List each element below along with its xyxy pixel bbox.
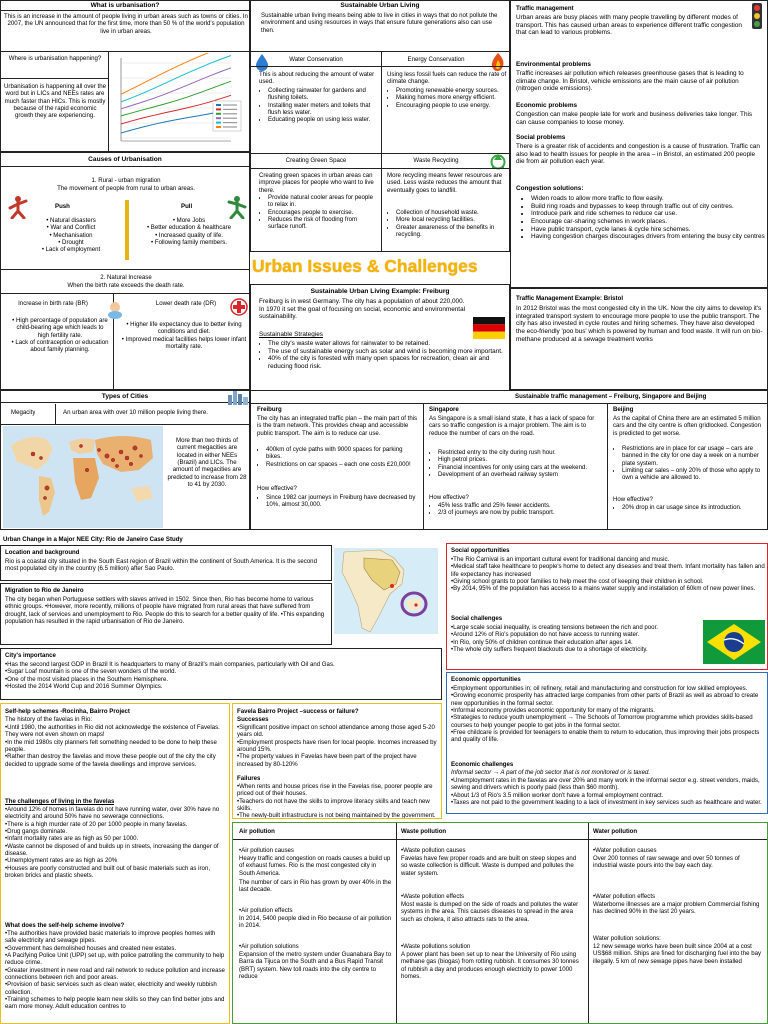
rio-location-text: Rio is a coastal city situated in the South East region of Brazil within the continent of South America. It is the second most populated city in the country (6.5 million) after Sao Paulo.: [5, 558, 317, 573]
bairro-failure-item: •Teachers do not have the skills to improve literacy skills and teach new skills.: [237, 797, 430, 812]
stm-singapore-item: • High petrol prices.: [438, 456, 603, 463]
energy-item: • Promoting renewable energy sources.: [396, 87, 507, 94]
stm-singapore-item: • Development of an overhead railway system: [438, 471, 603, 478]
pull-item: • Following family members.: [151, 238, 227, 246]
water-solutions-text: 12 new sewage works have been built since 2004 at a cost US$68 million. Ships are fined for discharging fuel into the bay illegally. 5 km of new sewage pipes have been installed: [593, 943, 762, 965]
selfhelp-challenges-title: The challenges of living in the favelas: [5, 798, 115, 805]
sustainable-intro: Sustainable urban living means being able to live in cities in ways that do not pollute the environment and using resources in ways that ensure future generations also can use then.: [261, 12, 498, 34]
importance-item: •One of the most visited places in the Southern Hemisphere.: [5, 675, 169, 683]
graph-legend-label-placeholder: [223, 113, 237, 114]
stm-freiburg-effect: • Since 1982 car journeys in Freiburg have decreased by 10%, almost 30,000.: [266, 494, 419, 509]
selfhelp-scheme-title: What does the self-help scheme involve?: [5, 922, 125, 929]
causes-title: Causes of Urbanisation: [1, 153, 249, 167]
rio-informal-sector-note: Informal sector → A part of the job sector that is not monitored or is taxed.: [451, 769, 651, 776]
water-title: Water Conservation: [289, 56, 343, 63]
pull-item: • More Jobs: [172, 217, 206, 224]
graph-legend-swatch: [216, 113, 221, 115]
rio-social-list: [451, 556, 765, 593]
push-item: • War and Conflict: [46, 224, 96, 232]
water-causes-text: Over 200 tonnes of raw sewage and over 50 tonnes of industrial waste pours into the bay each day.: [593, 855, 740, 870]
death-list: [121, 321, 247, 350]
recycling-intro: More recycling means fewer resources are used. Less waste reduces the amount that eventually goes to landfill.: [387, 172, 503, 194]
rio-importance-title: City's importance: [5, 652, 56, 659]
air-causes-text: Heavy traffic and congestion on roads causes a build up of exhaust fumes. Rio is the most congested city in South America.: [239, 855, 391, 877]
water-effects-text: Waterborne illnesses are a major problem Commercial fishing has declined 90% in the last 20 years.: [593, 901, 760, 916]
importance-item: •Has the second largest GDP in Brazil It is headquarters to many of Brazil's main companies, particularly with Oil and Gas.: [5, 661, 335, 668]
water-solutions-title: Water pollution solutions:: [593, 935, 661, 942]
rio-migration-box: [0, 583, 332, 645]
waste-causes-title: •Waste pollution causes: [401, 847, 466, 854]
selfhelp-history-title: The history of the favelas in Rio:: [5, 716, 93, 723]
natural-desc: When the birth rate exceeds the death rate.: [67, 282, 185, 289]
social-challenge-item: •In Rio, only 50% of children continue their education after ages 14.: [451, 638, 633, 646]
pull-item: • Increased quality of life.: [155, 231, 223, 239]
graph-legend-swatch: [216, 104, 221, 106]
water-effects-title: •Water pollution effects: [593, 893, 656, 900]
stm-freiburg-item: • 400km of cycle paths with 9000 spaces for parking bikes.: [266, 446, 419, 461]
urbanisation-title: What is urbanisation?: [1, 1, 249, 11]
traffic-title: Traffic management: [516, 5, 574, 12]
air-solutions-title: •Air pollution solutions: [239, 943, 299, 950]
rio-importance-box: [0, 648, 442, 700]
green-title: Creating Green Space: [285, 157, 347, 164]
scheme-item: •Provision of basic services such as clean water, electricity and weekly rubbish collection.: [5, 981, 217, 996]
urbanisation-graph: [111, 53, 249, 150]
bairro-success-item: •Significant positive impact on school attendance among those aged 5-20 years old.: [237, 724, 435, 739]
history-item: •Until 1980, the authorities in Rio did not acknowledge the existence of Favelas. They were not even shown on maps!: [5, 724, 220, 739]
bairro-failure-item: •When rents and house prices rise in the Favelas rise, poorer people are priced out of their houses.: [237, 783, 433, 798]
banner-title: Urban Issues & Challenges: [252, 256, 478, 276]
graph-legend-swatch: [216, 117, 221, 119]
scheme-item: •Training schemes to help people learn new skills so they can find better jobs and earn more money. Adult education centres to: [5, 995, 225, 1011]
person-pushed-icon: [5, 195, 31, 219]
scheme-item: •Government has demolished houses and created new estates.: [5, 944, 177, 952]
rio-location-box: [0, 545, 332, 581]
stm-title: Sustainable traffic management – Freiburg, Singapore and Beijing: [515, 393, 707, 400]
where-answer: Urbanisation is happening all over the word but in LICs and NEEs rates are much faster than HICs. This is mostly because of the rapid economic growth they are experiencing.: [4, 83, 106, 120]
death-rate-item: • Improved medical facilities helps lower infant mortality rate.: [121, 335, 247, 350]
social-opportunity-item: •Giving school grants to poor families to help meet the cost of keeping their children in school.: [451, 577, 704, 585]
air-effects-text: In 2014, 5400 people died in Rio because of air pollution in 2014.: [239, 915, 392, 930]
rio-economic-challenges-title: Economic challenges: [451, 761, 514, 768]
brazil-location-map: [334, 548, 438, 634]
energy-flame-icon: [489, 52, 507, 72]
stm-freiburg-how: How effective?: [257, 485, 297, 492]
push-pull-bar-icon: [123, 200, 131, 260]
megacity-def: An urban area with over 10 million people living there.: [63, 409, 208, 416]
rio-economic-list: [451, 685, 765, 744]
pull-label: Pull: [181, 203, 193, 210]
green-intro: Creating green spaces in urban areas can improve places for people who want to live there.: [259, 172, 374, 194]
stm-singapore-list: [429, 449, 603, 478]
congestion-solutions-list: [519, 195, 765, 241]
env-problems-text: Traffic increases air pollution which releases greenhouse gases that is leading to climate change. In Bristol, vehicle emissions are the main cause of air pollution (nitrogen oxide emissions).: [516, 70, 744, 93]
where-question: Where is urbanisation happening?: [8, 55, 102, 62]
air-title: Air pollution: [239, 828, 275, 835]
congestion-solution-item: • Having congestion charges discourages drivers from entering the busy city centres: [531, 233, 765, 241]
congestion-solution-item: • Have public transport, cycle lanes & cycle hire schemes.: [531, 226, 765, 234]
history-item: •In the mid 1980s city planners felt something needed to be done to help these people.: [5, 738, 217, 753]
social-challenge-item: •Around 12% of Rio's population do not have access to running water.: [451, 631, 640, 639]
air-effects-title: •Air pollution effects: [239, 907, 293, 914]
freiburg-strategies-label: Sustainable Strategies: [259, 331, 323, 338]
social-problems-text: There is a greater risk of accidents and congestion is a cause of frustration. Traffic can also lead to health issues for people in the area – in Bristol, an estimated 200 people die from air pollution each year.: [516, 143, 760, 166]
stm-freiburg-title: Freiburg: [257, 406, 282, 413]
bairro-box: [232, 703, 442, 819]
brazil-flag-icon: [703, 620, 765, 664]
water-pollution-title: Water pollution: [593, 828, 638, 835]
favela-challenge-item: •There is a high murder rate of 20 per 1000 people in many favelas.: [5, 820, 188, 828]
recycling-title: Waste Recycling: [413, 157, 459, 164]
push-label: Push: [55, 203, 70, 210]
freiburg-strategy-item: • 40% of the city is forested with many open spaces for recreation, clean air and reducing flood risk.: [268, 355, 507, 370]
stm-beijing-effect: • 20% drop in car usage since its introduction.: [622, 504, 765, 511]
energy-title: Energy Conservation: [407, 56, 465, 63]
stm-freiburg-list: [257, 446, 419, 468]
economic-opportunity-item: •Growing economic prosperity has attracted large companies from other parts of Brazil as well as abroad to create new opportunities in the formal sector.: [451, 692, 759, 707]
stm-singapore-title: Singapore: [429, 406, 459, 413]
air-solutions-text: Expansion of the metro system under Guanabara Bay to Barra da Tijuca on the South and a Bus Rapid Transit (BRT) system. New toll roads into the city centre to reduce: [239, 951, 392, 980]
bairro-failures-title: Failures: [237, 775, 261, 782]
pull-list: [133, 217, 245, 246]
social-challenge-item: •The whole city suffers frequent blackouts due to a shortage of electricity.: [451, 645, 648, 653]
pollution-box: [232, 822, 768, 1024]
stm-singapore-effective: [429, 502, 603, 517]
types-title: Types of Cities: [1, 391, 249, 403]
birth-list: [11, 317, 109, 354]
selfhelp-title: Self-help schemes -Rocinha, Bairro Project: [5, 708, 130, 715]
urbanisation-intro: This is an increase in the amount of people living in urban areas such as towns or cities. In 2007, the UN announced that for the first time, more than 50 % of the world's population live in urban areas.: [4, 13, 248, 35]
causes-box: [0, 152, 250, 390]
recycling-item: • More local recycling facilities.: [396, 216, 507, 223]
natural-title: 2. Natural Increase: [100, 274, 152, 281]
water-item: • Educating people on using less water.: [268, 116, 377, 123]
green-list: [259, 194, 377, 231]
city-skyline-icon: [227, 390, 249, 405]
stm-freiburg-item: • Restrictions on car spaces – each one costs £20,000!: [266, 461, 419, 468]
rio-social-title: Social opportunities: [451, 547, 510, 554]
rural-desc: The movement of people from rural to urban areas.: [57, 185, 195, 192]
traffic-intro: Urban areas are busy places with many people travelling by different modes of transport. This has caused urban areas to experience different traffic congestion that can lead to various problems.: [516, 14, 742, 37]
bristol-title: Traffic Management Example: Bristol: [516, 295, 624, 302]
rio-economic-title: Economic opportunities: [451, 676, 521, 683]
rio-migration-text: The city began when Portuguese settlers with slaves arrived in 1502. Since then, Rio has become home to various ethnic groups. •However, more recently, millions of people have migrated from rural areas that have suffered from drought, lack of services and unemployment to Rio. People do this to search for a better quality of life. •This expanding population has resulted in the rapid urbanisation of Rio de Janeiro.: [5, 596, 325, 625]
scheme-item: •Greater investment in new road and rail network to reduce pollution and increase connections between rich and poor areas.: [5, 966, 225, 981]
stm-singapore-item: • Financial incentives for only using cars at the weekend.: [438, 464, 603, 471]
stm-freiburg-effective: [257, 494, 419, 509]
freiburg-strategy-item: • The city's waste water allows for rainwater to be retained.: [268, 340, 507, 348]
energy-item: • Encouraging people to use energy.: [396, 102, 507, 109]
death-title: Lower death rate (DR): [155, 300, 217, 307]
favela-challenge-item: •Unemployment rates are as high as 20%: [5, 857, 118, 865]
graph-legend-label-placeholder: [223, 118, 237, 119]
freiburg-example-box: [250, 284, 510, 400]
bairro-failures-list: [237, 783, 439, 819]
importance-item: •Hosted the 2014 World Cup and 2016 Summer Olympics.: [5, 682, 163, 690]
stm-beijing-effective: [613, 504, 765, 511]
favela-challenge-item: •Waste cannot be disposed of and builds up in streets, increasing the danger of disease.: [5, 842, 219, 857]
water-drop-icon: [255, 53, 269, 71]
rio-social-challenges-title: Social challenges: [451, 615, 503, 622]
death-rate-item: • Higher life expectancy due to better living conditions and diet.: [126, 321, 242, 336]
social-problems-title: Social problems: [516, 134, 566, 141]
stm-singapore-effect: • 2/3 of journeys are now by public transport.: [438, 509, 603, 516]
megacity-world-map: [3, 426, 163, 528]
stm-singapore-intro: As Singapore is a small island state, it has a lack of space for cars so traffic congestion is a major problem. The aim is to reduce the number of cars on the road.: [429, 415, 595, 437]
econ-problems-title: Economic problems: [516, 102, 578, 109]
rio-migration-title: Migration to Rio de Janeiro: [5, 587, 84, 594]
congestion-solutions-title: Congestion solutions:: [516, 185, 584, 192]
stm-box: [250, 390, 768, 530]
energy-item: • Making homes more energy efficient.: [396, 94, 507, 101]
push-item: • Lack of employment: [41, 246, 101, 254]
water-list: [259, 87, 377, 124]
stm-beijing-item: • Restrictions are in place for car usage – cars are banned in the city for one day a week on a number plate system.: [622, 445, 765, 467]
recycling-list: [387, 209, 507, 238]
traffic-box: [510, 0, 768, 288]
rio-economic-box: [446, 672, 768, 814]
congestion-solution-item: • Build ring roads and bypasses to keep through traffic out of city centres.: [531, 203, 765, 211]
graph-legend-label-placeholder: [223, 126, 237, 127]
scheme-item: •A Pacifying Police Unit (UPP) set up, with police patrolling the community to help reduce crime.: [5, 951, 225, 967]
social-opportunity-item: •By 2014, 95% of the population has access to a mains water supply and installation of 60km of new power lines.: [451, 585, 756, 593]
bairro-successes-title: Successes: [237, 716, 269, 723]
bristol-text: In 2012 Bristol was the most congested city in the UK. Now the city aims to develop it's integrated transport system to encourage more people to use the public transport. The city has also invested in cycle routes and hiring schemes. They have also developed the eco-friendly 'poo bus' which is powered by human and food waste. It will run on bio-methane produced at a sewage treatment works: [516, 305, 763, 343]
social-opportunity-item: •The Rio Carnival is an important cultural event for traditional dancing and music.: [451, 556, 670, 563]
economic-opportunity-item: •Free childcare is provided for teenagers to enable them to return to education, thus improving their jobs prospects and quality of life.: [451, 728, 760, 744]
economic-challenge-item: •Unemployment rates in the favelas are over 20% and many work in the informal sector e.g. street vendors, maids, sewing and drivers which is poorly paid (less than $60 month).: [451, 777, 760, 792]
stm-singapore-effect: • 45% less traffic and 25% fewer accidents.: [438, 502, 603, 509]
waste-effects-title: •Waste pollution effects: [401, 893, 465, 900]
bristol-box: [510, 288, 768, 390]
pull-item: • Better education & healthcare: [146, 224, 232, 232]
history-item: •Rather than destroy the favelas and move these people out of the city the city decided to upgrade some of the favela dwellings and improve services.: [5, 753, 216, 768]
rio-importance-list: [5, 661, 439, 690]
air-causes-title: •Air pollution causes: [239, 847, 294, 854]
env-problems-title: Environmental problems: [516, 61, 591, 68]
stm-beijing-how: How effective?: [613, 496, 653, 503]
recycling-item: • Greater awareness of the benefits in recycling.: [396, 224, 507, 239]
selfhelp-history-list: [5, 724, 227, 768]
urbanisation-box: [0, 0, 250, 152]
megacity-note: More than two thirds of current megacities are located in either NEEs (Brazil) and LICs. The amount of megacities are predicted to increase from 28 to 41 by 2030.: [167, 437, 247, 488]
waste-solutions-text: A power plant has been set up to near the University of Rio using methane gas (biogas) from rotting rubbish. It consumes 30 tonnes of rubbish a day and produces enough electricity to power 1000 homes.: [401, 951, 579, 980]
graph-legend-swatch: [216, 126, 221, 128]
rio-social-box: [446, 543, 768, 670]
selfhelp-box: [0, 703, 230, 1024]
water-item: • Collecting rainwater for gardens and flushing toilets.: [268, 87, 377, 102]
birth-rate-item: • High percentage of population are child-bearing age which leads to high fertility rate.: [12, 317, 108, 339]
importance-item: •Sugar Loaf mountain is one of the seven wonders of the world.: [5, 668, 177, 676]
econ-problems-text: Congestion can make people late for work and business deliveries take longer. This can cause companies to loose money.: [516, 111, 753, 126]
waste-effects-text: Most waste is dumped on the side of roads and pollutes the water systems in the area. This causes diseases to spread in the area such as cholera, it also attracts rats to the area.: [401, 901, 579, 923]
selfhelp-scheme-list: [5, 930, 227, 1010]
economic-opportunity-item: •Informal economy provides economic opportunity for many of the migrants.: [451, 706, 655, 714]
green-item: • Provide natural cooler areas for people to relax in.: [268, 194, 377, 209]
waste-causes-text: Favelas have few proper roads and are built on steep slopes and so waste collection is difficult. Waste is dumped and pollutes the water system.: [401, 855, 577, 877]
water-intro: This is about reducing the amount of water used.: [259, 71, 375, 86]
selfhelp-challenges-list: [5, 806, 227, 879]
birth-title: Increase in birth rate (BR): [18, 300, 88, 307]
freiburg-strategy-item: • The use of sustainable energy such as solar and wind is becoming more important.: [268, 348, 507, 356]
social-challenge-item: •Large scale social inequality, is creating tensions between the rich and poor.: [451, 624, 658, 631]
rio-location-title: Location and background: [5, 549, 80, 556]
recycling-item: • Collection of household waste.: [396, 209, 507, 216]
energy-intro: Using less fossil fuels can reduce the rate of climate change.: [387, 71, 507, 86]
stm-singapore-item: • Restricted entry to the city during rush hour.: [438, 449, 603, 456]
rio-heading: Urban Change in a Major NEE City: Rio de Janeiro Case Study: [3, 536, 183, 543]
sustainable-title: Sustainable Urban Living: [340, 2, 420, 9]
rio-social-challenges-list: [451, 624, 701, 653]
favela-challenge-item: •Houses are poorly constructed and built out of basic materials such as iron, broken bricks and plastic sheets.: [5, 864, 211, 879]
bairro-successes-list: [237, 724, 439, 768]
stm-freiburg-intro: The city has an integrated traffic plan – the main part of this is the tram network. This provides cheap and accessible public transport. The aim is to reduce car use.: [257, 415, 418, 437]
congestion-solution-item: • Widen roads to allow more traffic to flow easily.: [531, 195, 765, 203]
economic-opportunity-item: •Employment opportunities in; oil refinery, retail and manufacturing and construction for low skilled employees.: [451, 685, 748, 692]
push-item: • Natural disasters: [46, 217, 96, 224]
freiburg-example-intro: Freiburg is in west Germany. The city has a population of about 220,000. In 1970 it set the goal of focusing on social, economic and environmental sustainability.: [259, 298, 466, 321]
types-box: [0, 390, 250, 530]
graph-legend-label-placeholder: [223, 104, 237, 105]
freiburg-example-title: Sustainable Urban Living Example: Freiburg: [310, 288, 450, 295]
push-item: • Drought: [58, 238, 84, 246]
sustainable-box: [250, 0, 510, 252]
air-causes-text-2: The number of cars in Rio has grown by over 40% in the last decade.: [239, 879, 392, 894]
push-item: • Mechanisation: [49, 231, 93, 239]
stm-beijing-title: Beijing: [613, 406, 634, 413]
freiburg-strategies-list: [259, 340, 507, 371]
traffic-light-icon: [749, 3, 765, 29]
bairro-failure-item: •The newly-built infrastructure is not being maintained by the government.: [237, 812, 436, 819]
stm-beijing-list: [613, 445, 765, 482]
favela-challenge-item: •Around 12% of homes in favelas do not have running water, over 30% have no electricity and around 50% have no sewerage connections.: [5, 806, 220, 821]
birth-rate-item: • Lack of contraception or education about family planning.: [11, 338, 109, 354]
graph-legend-label-placeholder: [223, 109, 237, 110]
rio-economic-challenges-list: [451, 777, 765, 806]
waste-title: Waste pollution: [401, 828, 447, 835]
scheme-item: •The authorities have provided basic materials to improve peoples homes with safe electricity and sewage pipes.: [5, 930, 216, 945]
energy-list: [387, 87, 507, 109]
rural-title: 1. Rural - urban migration: [91, 177, 161, 184]
medical-cross-icon: [230, 298, 248, 316]
graph-legend-swatch: [216, 108, 221, 110]
graph-legend-label-placeholder: [223, 122, 237, 123]
economic-challenge-item: •Taxes are not paid to the government leading to a lack of investment in key services such as healthcare and water.: [451, 798, 762, 806]
economic-opportunity-item: •Strategies to reduce youth unemployment → The Schools of Tomorrow programme which provides skills-based courses to help younger people to get jobs in the formal sector.: [451, 714, 753, 729]
economic-challenge-item: •About 1/3 of Rio's 3.5 million worker don't have a formal employment contract.: [451, 791, 664, 799]
push-list: [19, 217, 123, 254]
congestion-solution-item: • Introduce park and ride schemes to reduce car use.: [531, 210, 765, 218]
green-item: • Reduces the risk of flooding from surface runoff.: [268, 216, 377, 231]
person-pulled-icon: [225, 195, 249, 219]
bairro-success-item: •Employment prospects have risen for local people. Incomes increased by around 15%.: [237, 738, 437, 753]
favela-challenge-item: •Drug gangs dominate.: [5, 827, 68, 835]
green-item: • Encourages people to exercise.: [268, 209, 377, 216]
waste-solutions-title: •Waste pollutions solution: [401, 943, 471, 950]
favela-challenge-item: •Infant mortality rates are as high as 50 per 1000.: [5, 835, 139, 843]
germany-flag-icon: [473, 317, 505, 339]
megacity-label: Megacity: [11, 409, 36, 416]
stm-beijing-intro: As the capital of China there are an estimated 5 million cars and the city centre is often gridlocked. Congestion is predicted to get worse.: [613, 415, 762, 437]
stm-beijing-item: • Limiting car sales – only 20% of those who apply to own a vehicle are allowed to.: [622, 467, 765, 482]
bairro-title: Favela Bairro Project –success or failure?: [237, 708, 359, 715]
graph-legend-swatch: [216, 122, 221, 124]
water-item: • Installing water meters and toilets that flush less water.: [268, 102, 377, 117]
social-opportunity-item: •Medical staff take healthcare to people's home to detect any diseases and treat them. Infant mortality has fallen and life expectancy has increased: [451, 563, 765, 578]
bairro-success-item: •The property values in Favelas have been part of the project have increased by 80-120%: [237, 753, 417, 768]
water-causes-title: •Water pollution causes: [593, 847, 657, 854]
stm-singapore-how: How effective?: [429, 494, 469, 501]
congestion-solution-item: • Encourage car-sharing schemes in work places.: [531, 218, 765, 226]
